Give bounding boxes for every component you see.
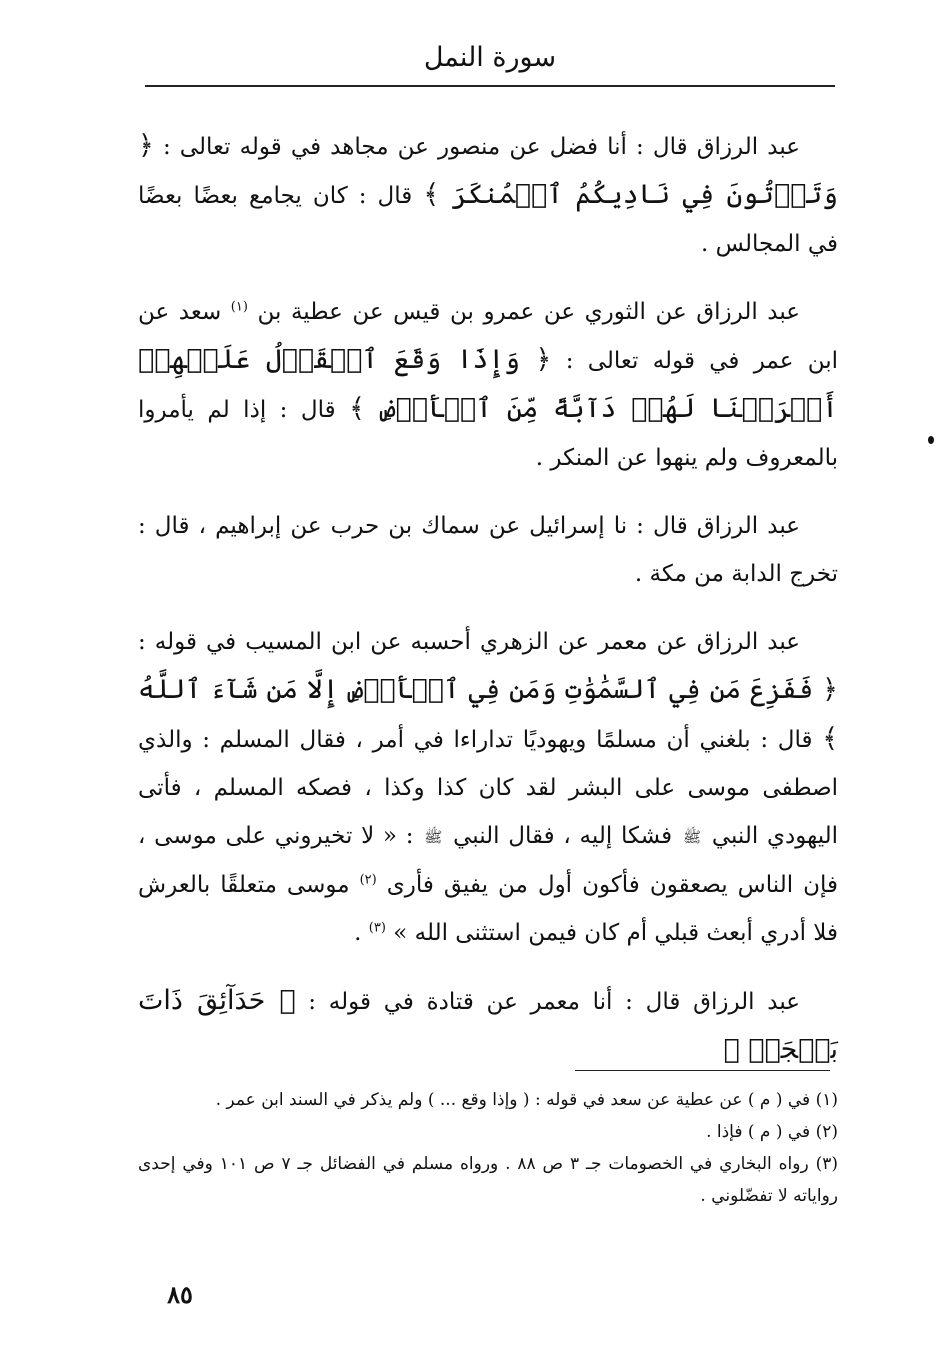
- quran-verse-2: ﴿ وَإِذَا وَقَعَ ٱلۡقَوۡلُ عَلَيۡهِمۡ أَخۡرَجۡنَا لَهُمۡ دَآبَّةً مِّنَ ٱلۡأَرۡضِ ﴾: [138, 344, 838, 424]
- footnote-2: (٢) في ( م ) فإذا .: [706, 1122, 838, 1142]
- footnote-marker-2: (٢): [359, 872, 377, 888]
- salawat-symbol: ﷺ: [424, 828, 443, 846]
- paragraph-4-narration-3: : « لا تخيروني على موسى ، فإن الناس يصعقون فأكون أول من يفيق فأرى: [138, 823, 838, 898]
- paragraph-4-narration-2: فشكا إليه ، فقال النبي: [453, 823, 673, 849]
- paragraph-5: [138, 977, 838, 1075]
- main-text: [138, 122, 838, 1095]
- footnote-3: (٣) رواه البخاري في الخصومات جـ ٣ ص ٨٨ . ورواه مسلم في الفضائل جـ ٧ ص ١٠١ وفي إحدى رواياته لا تفضّلوني .: [138, 1154, 838, 1206]
- footnote-separator: [575, 1070, 830, 1071]
- quran-verse-3: ﴿ فَفَزِعَ مَن فِي ٱلسَّمَٰوَٰتِ وَمَن فِي ٱلۡأَرۡضِ إِلَّا مَن شَآءَ ٱللَّهُ ﴾: [138, 674, 839, 754]
- paragraph-2-intro-cont: سعد عن ابن عمر في قوله تعالى :: [138, 299, 839, 374]
- margin-dot: [928, 436, 934, 444]
- page-number: ٨٥: [167, 1280, 193, 1309]
- paragraph-1-intro: عبد الرزاق قال : أنا فضل عن منصور عن مجاهد في قوله تعالى :: [162, 134, 800, 160]
- footnote-marker-3: (٣): [368, 920, 386, 936]
- footnote-1: (١) في ( م ) عن عطية عن سعد في قوله : ( وإذا وقع ... ) ولم يذكر في السند ابن عمر .: [215, 1090, 838, 1110]
- salawat-symbol: ﷺ: [682, 828, 702, 846]
- paragraph-1-commentary: قال : كان يجامع بعضًا بعضًا في المجالس .: [138, 183, 838, 257]
- paragraph-4: [138, 618, 838, 957]
- paragraph-1: [138, 122, 838, 268]
- quran-verse-1: ﴿ وَتَأۡتُونَ فِي نَادِيكُمُ ٱلۡمُنكَرَ ﴾: [138, 130, 838, 210]
- paragraph-4-end: .: [354, 920, 362, 946]
- paragraph-3-text: عبد الرزاق قال : نا إسرائيل عن سماك بن حرب عن إبراهيم ، قال : تخرج الدابة من مكة .: [138, 513, 838, 587]
- paragraph-4-intro: عبد الرزاق عن معمر عن الزهري أحسبه عن ابن المسيب في قوله :: [138, 629, 800, 655]
- footnotes: [138, 1084, 838, 1212]
- header-rule: [145, 85, 835, 87]
- paragraph-3: [138, 502, 838, 598]
- paragraph-2: [138, 288, 838, 482]
- footnote-marker-1: (١): [230, 299, 248, 315]
- page-header-title: سورة النمل: [423, 42, 557, 73]
- paragraph-4-narration-1: قال : بلغني أن مسلمًا ويهوديًا تداراءا في أمر ، فقال المسلم : والذي اصطفى موسى على البشر لقد كان كذا وكذا ، فصكه المسلم ، فأتى اليهودي النبي: [138, 727, 839, 849]
- paragraph-5-intro: عبد الرزاق قال : أنا معمر عن قتادة في قوله :: [308, 989, 800, 1015]
- quran-verse-4: ﴿ حَدَآئِقَ ذَاتَ بَهۡجَةٖ ﴾: [138, 985, 838, 1065]
- paragraph-2-commentary: قال : إذا لم يأمروا بالمعروف ولم ينهوا عن المنكر .: [138, 397, 838, 471]
- paragraph-4-narration-4: موسى متعلقًا بالعرش فلا أدري أبعث قبلي أم كان فيمن استثنى الله »: [138, 872, 838, 946]
- paragraph-2-intro: عبد الرزاق عن الثوري عن عمرو بن قيس عن عطية بن: [257, 299, 801, 325]
